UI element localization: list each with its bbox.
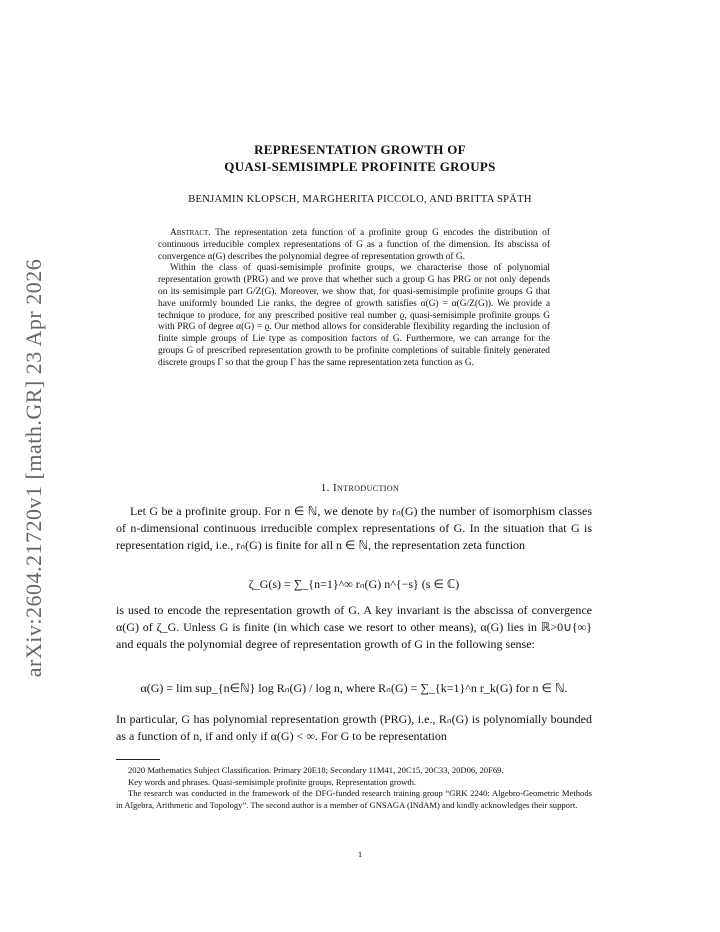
abstract: [158, 228, 550, 370]
title-line-1: REPRESENTATION GROWTH OF: [254, 142, 466, 157]
authors: BENJAMIN KLOPSCH, MARGHERITA PICCOLO, AND BRITTA SPÄTH: [188, 194, 532, 205]
intro-paragraph-1: [116, 503, 592, 553]
title-line-2: QUASI-SEMISIMPLE PROFINITE GROUPS: [224, 159, 496, 174]
paragraph-text: In particular, G has polynomial representation growth (PRG), i.e., Rₙ(G) is polynomially bounded as a function of n, if and only if α(G) < ∞. For G to be representation: [116, 712, 592, 743]
footnote-keywords: Key words and phrases. Quasi-semisimple profinite groups, Representation growth.: [128, 776, 417, 787]
footnote-funding: The research was conducted in the framework of the DFG-funded research training group “GRK 2240: Algebro-Geometric Methods in Algebra, Arithmetic and Topology”. The second author is a member of GNSAGA (INdAM) and kindly acknowledges their support.: [116, 788, 592, 810]
abstract-paragraph-2: Within the class of quasi-semisimple profinite groups, we characterise those of polynomial representation growth (PRG) and we prove that whether such a group G has PRG or not only depends on its semisimple part G/Z(G). Moreover, we show that, for quasi-semisimple profinite groups G that have uniformly bounded Lie ranks, the degree of growth satisfies α(G) = α(G/Z(G)). We provide a technique to produce, for any prescribed positive real number ϱ, quasi-semisimple profinite groups G with PRG of degree α(G) = ϱ. Our method allows for considerable flexibility regarding the inclusion of finite simple groups of Lie type as composition factors of G. Furthermore, we can arrange for the groups G of prescribed representation growth to be profinite completions of suitable finitely generated discrete groups Γ so that the group Γ has the same representation zeta function as G.: [158, 263, 550, 368]
section-heading: [0, 482, 720, 494]
equation-zeta: ζ_G(s) = ∑_{n=1}^∞ rₙ(G) n^{−s} (s ∈ ℂ): [248, 577, 460, 591]
footnote-msc: 2020 Mathematics Subject Classification. Primary 20E18; Secondary 11M41, 20C15, 20C33, 20D06, 20F69.: [128, 765, 504, 775]
paragraph-text: is used to encode the representation growth of G. A key invariant is the abscissa of convergence α(G) of ζ_G. Unless G is finite (in which case we resort to other means), α(G) lies in ℝ>0∪{∞} and equals the polynomial degree of representation growth of G in the following sense:: [116, 603, 592, 651]
paper-title: [0, 141, 720, 175]
paragraph-text: Let G be a profinite group. For n ∈ ℕ, we denote by rₙ(G) the number of isomorphism classes of n-dimensional continuous irreducible complex representations of G. In the situation that G is representation rigid, i.e., rₙ(G) is finite for all n ∈ ℕ, the representation zeta function: [116, 504, 592, 552]
intro-paragraph-2: [116, 602, 592, 652]
abstract-label: Abstract.: [170, 228, 211, 238]
footnote-rule: [116, 759, 160, 760]
footnotes: [116, 765, 592, 811]
section-title: 1. Introduction: [320, 482, 400, 494]
page-number: 1: [357, 849, 363, 859]
abstract-paragraph-1: The representation zeta function of a profinite group G encodes the distribution of continuous irreducible complex representations of G as a function of the dimension. Its abscissa of convergence α(G) describes the polynomial degree of representation growth of G.: [158, 228, 550, 262]
equation-abscissa: α(G) = lim sup_{n∈ℕ} log Rₙ(G) / log n, where Rₙ(G) = ∑_{k=1}^n r_k(G) for n ∈ ℕ.: [140, 681, 568, 695]
intro-paragraph-3: [116, 711, 592, 745]
arxiv-stamp-text: arXiv:2604.21720v1 [math.GR] 23 Apr 2026: [21, 258, 46, 678]
